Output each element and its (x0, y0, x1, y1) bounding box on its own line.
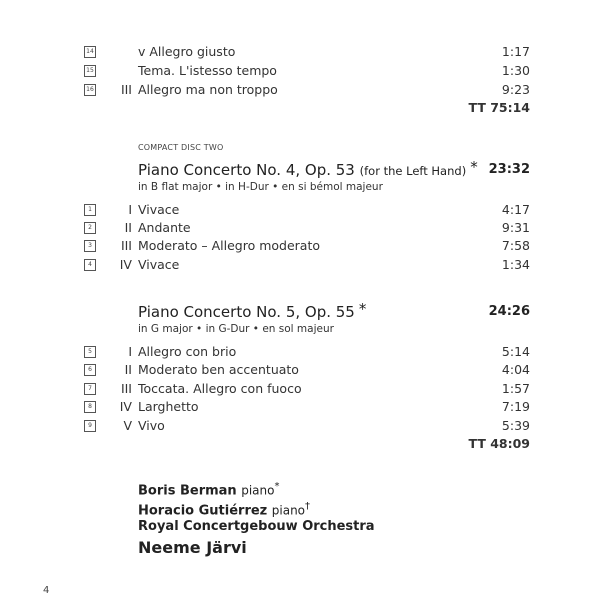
disc-two-total-time: TT 48:09 (468, 436, 530, 451)
track-row (84, 237, 530, 255)
track-duration: 9:23 (501, 82, 530, 97)
track-title: Vivace (138, 202, 180, 217)
performer-name: Boris Berman (138, 483, 237, 499)
performer-role: piano (241, 483, 275, 498)
track-number: 4 (84, 259, 96, 271)
track-duration: 1:57 (501, 381, 530, 396)
track-title: Moderato ben accentuato (138, 362, 299, 377)
track-title: Andante (138, 220, 191, 235)
track-duration: 1:30 (501, 63, 530, 78)
track-title: Vivo (138, 418, 165, 433)
track-row (84, 380, 530, 398)
track-row (84, 81, 530, 99)
work-key: in G major • in G-Dur • en sol majeur (138, 323, 334, 335)
work-title-row (138, 301, 530, 323)
performer-name: Horacio Gutiérrez (138, 503, 268, 519)
track-duration: 5:14 (501, 344, 530, 359)
track-number: 6 (84, 364, 96, 376)
movement-number: IV (119, 257, 132, 272)
track-title: Larghetto (138, 399, 199, 414)
track-duration: 7:19 (501, 399, 530, 414)
track-row (84, 361, 530, 379)
track-title: Allegro ma non troppo (138, 82, 278, 97)
track-duration: 4:04 (501, 362, 530, 377)
track-row (84, 201, 530, 219)
movement-number: I (128, 344, 132, 359)
performer-line (138, 518, 375, 536)
performer-line (138, 478, 279, 500)
performer-line (138, 498, 310, 520)
page-number: 4 (43, 585, 50, 596)
movement-number: V (123, 418, 132, 433)
track-row (84, 417, 530, 435)
orchestra-name: Royal Concertgebouw Orchestra (138, 519, 375, 534)
movement-number: III (120, 381, 132, 396)
track-title: Allegro con brio (138, 344, 237, 359)
track-title: v Allegro giusto (138, 44, 236, 59)
track-title: Moderato – Allegro moderato (138, 238, 321, 253)
disc-one-total-time: TT 75:14 (468, 100, 530, 115)
track-row (84, 398, 530, 416)
track-title: Vivace (138, 257, 180, 272)
movement-number: I (128, 202, 132, 217)
work-duration: 23:32 (488, 162, 530, 177)
movement-number: IV (119, 399, 132, 414)
disc-label: COMPACT DISC TWO (138, 143, 224, 152)
track-duration: 1:17 (501, 44, 530, 59)
movement-number: II (124, 220, 132, 235)
track-duration: 5:39 (501, 418, 530, 433)
dagger-mark: † (305, 501, 311, 512)
track-row (84, 343, 530, 361)
work-duration: 24:26 (488, 304, 530, 319)
track-row (84, 43, 530, 61)
movement-number: II (124, 362, 132, 377)
work-title-row (138, 159, 530, 181)
track-row (84, 256, 530, 274)
track-number: 5 (84, 346, 96, 358)
track-duration: 9:31 (501, 220, 530, 235)
track-row (84, 219, 530, 237)
track-row (84, 62, 530, 80)
track-number: 7 (84, 383, 96, 395)
track-number: 1 (84, 204, 96, 216)
track-duration: 4:17 (501, 202, 530, 217)
track-number: 9 (84, 420, 96, 432)
work-title: Piano Concerto No. 4, Op. 53 (138, 161, 355, 179)
track-number: 15 (84, 65, 96, 77)
asterisk-mark: * (470, 158, 478, 176)
movement-number: III (120, 82, 132, 97)
track-number: 2 (84, 222, 96, 234)
work-title: Piano Concerto No. 5, Op. 55 (138, 303, 355, 321)
track-number: 3 (84, 240, 96, 252)
movement-number: III (120, 238, 132, 253)
track-number: 14 (84, 46, 96, 58)
track-title: Toccata. Allegro con fuoco (138, 381, 302, 396)
conductor-name: Neeme Järvi (138, 538, 247, 557)
track-duration: 7:58 (501, 238, 530, 253)
track-number: 8 (84, 401, 96, 413)
track-number: 16 (84, 84, 96, 96)
asterisk-mark: * (274, 481, 280, 492)
track-duration: 1:34 (501, 257, 530, 272)
track-title: Tema. L'istesso tempo (138, 63, 277, 78)
work-key: in B flat major • in H-Dur • en si bémol majeur (138, 181, 383, 193)
work-subtitle: (for the Left Hand) (359, 164, 467, 178)
asterisk-mark: * (358, 300, 367, 318)
performer-role: piano (271, 503, 306, 518)
